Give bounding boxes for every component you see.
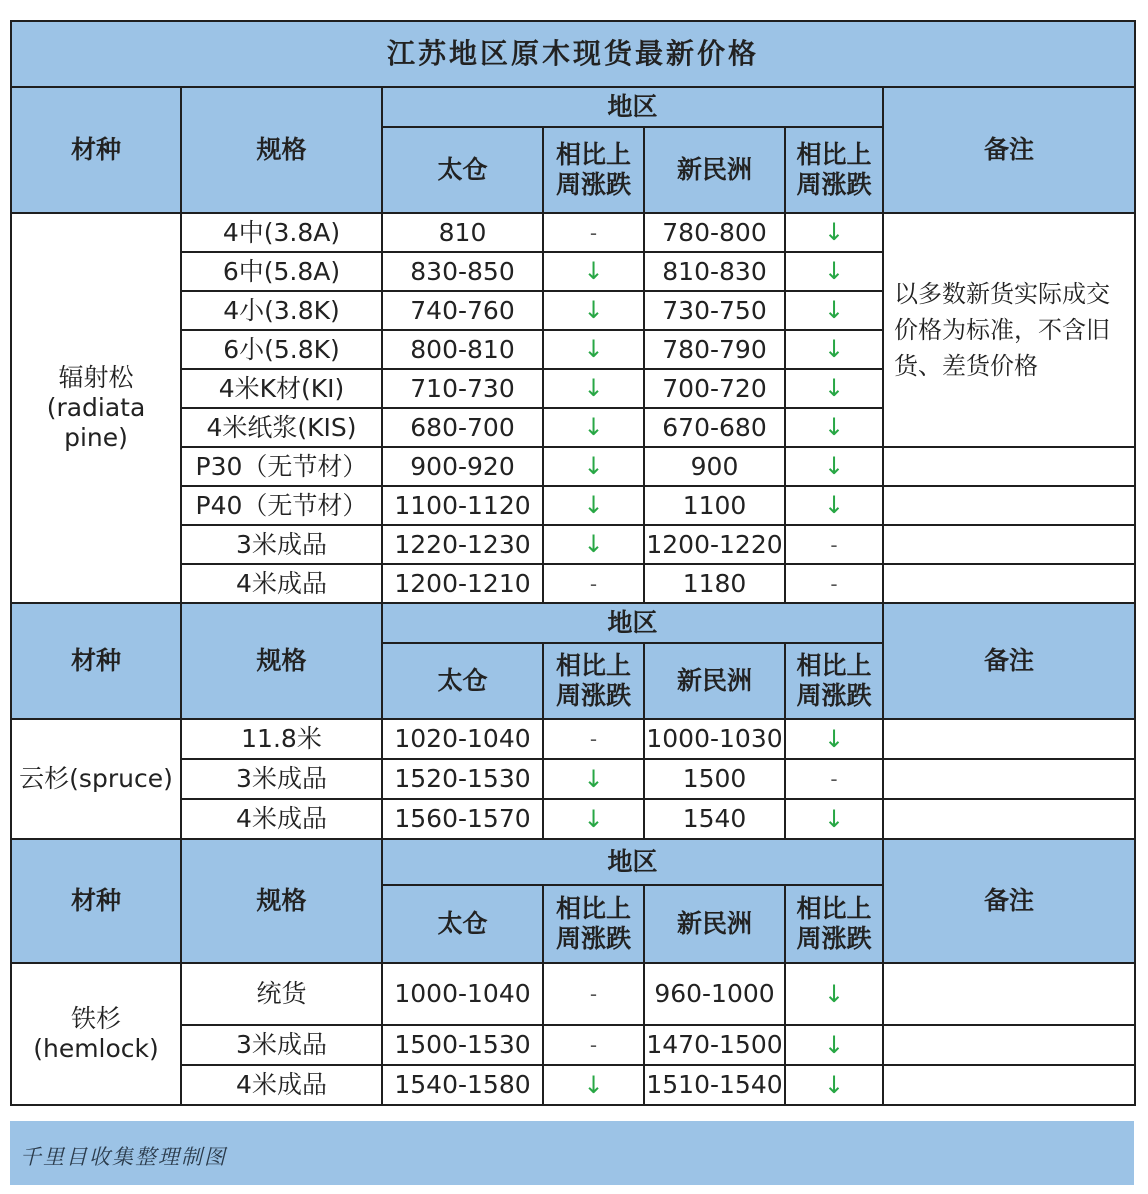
taicang-change: - [543,564,644,603]
header-species: 材种 [11,603,181,719]
spec-cell: 4小(3.8K) [181,291,382,330]
taicang-price: 1200-1210 [382,564,543,603]
header-region: 地区 [382,87,883,127]
xinminzhou-price: 810-830 [644,252,785,291]
taicang-change: ↓ [543,759,644,799]
xinminzhou-price: 960-1000 [644,963,785,1025]
table-row [11,963,1135,1025]
taicang-price: 900-920 [382,447,543,486]
spec-cell: 4中(3.8A) [181,213,382,252]
remark-empty [883,799,1135,839]
spec-cell: 4米成品 [181,799,382,839]
xinminzhou-change: ↓ [785,369,883,408]
spec-cell: 4米成品 [181,564,382,603]
xinminzhou-price: 780-790 [644,330,785,369]
xinminzhou-change: - [785,759,883,799]
xinminzhou-change: ↓ [785,213,883,252]
remark-empty [883,525,1135,564]
price-table-frame [10,20,1134,1106]
spec-cell: P30（无节材） [181,447,382,486]
taicang-change: ↓ [543,486,644,525]
taicang-price: 830-850 [382,252,543,291]
spec-cell: 11.8米 [181,719,382,759]
header-region: 地区 [382,839,883,885]
taicang-change: ↓ [543,330,644,369]
footer-credit: 千里目收集整理制图 [20,1145,227,1169]
taicang-price: 680-700 [382,408,543,447]
taicang-change: ↓ [543,252,644,291]
taicang-change: - [543,719,644,759]
taicang-change: ↓ [543,1065,644,1105]
header-xinminzhou-change: 相比上周涨跌 [785,643,883,719]
taicang-change: - [543,213,644,252]
spec-cell: 3米成品 [181,525,382,564]
footer-bar [10,1121,1134,1185]
table-row [11,213,1135,252]
taicang-change: ↓ [543,447,644,486]
taicang-price: 800-810 [382,330,543,369]
taicang-change: ↓ [543,369,644,408]
xinminzhou-price: 670-680 [644,408,785,447]
xinminzhou-price: 1540 [644,799,785,839]
remark-empty [883,1025,1135,1065]
taicang-change: ↓ [543,291,644,330]
spec-cell: 3米成品 [181,759,382,799]
xinminzhou-price: 1000-1030 [644,719,785,759]
spec-cell: 4米K材(KI) [181,369,382,408]
taicang-price: 1540-1580 [382,1065,543,1105]
spec-cell: 3米成品 [181,1025,382,1065]
xinminzhou-change: ↓ [785,963,883,1025]
xinminzhou-change: ↓ [785,719,883,759]
spec-cell: P40（无节材） [181,486,382,525]
remark-empty [883,719,1135,759]
taicang-price: 810 [382,213,543,252]
taicang-price: 1000-1040 [382,963,543,1025]
header-species: 材种 [11,839,181,963]
taicang-price: 1020-1040 [382,719,543,759]
remark-cell: 以多数新货实际成交价格为标准，不含旧货、差货价格 [883,213,1135,447]
species-cell: 云杉(spruce) [11,719,181,839]
spec-cell: 统货 [181,963,382,1025]
species-cell: 铁杉(hemlock) [11,963,181,1105]
remark-empty [883,963,1135,1025]
taicang-change: ↓ [543,408,644,447]
xinminzhou-price: 1510-1540 [644,1065,785,1105]
taicang-price: 710-730 [382,369,543,408]
xinminzhou-change: - [785,564,883,603]
header-remark: 备注 [883,839,1135,963]
xinminzhou-change: ↓ [785,408,883,447]
header-remark: 备注 [883,603,1135,719]
xinminzhou-price: 730-750 [644,291,785,330]
xinminzhou-change: ↓ [785,330,883,369]
taicang-price: 1500-1530 [382,1025,543,1065]
header-spec: 规格 [181,603,382,719]
species-cell: 辐射松(radiata pine) [11,213,181,603]
xinminzhou-price: 1180 [644,564,785,603]
header-xinminzhou: 新民洲 [644,885,785,963]
remark-empty [883,759,1135,799]
xinminzhou-price: 700-720 [644,369,785,408]
price-table [10,20,1136,1106]
xinminzhou-price: 1200-1220 [644,525,785,564]
taicang-change: - [543,963,644,1025]
spec-cell: 6中(5.8A) [181,252,382,291]
xinminzhou-change: ↓ [785,291,883,330]
header-taicang-change: 相比上周涨跌 [543,885,644,963]
xinminzhou-change: ↓ [785,799,883,839]
taicang-change: ↓ [543,525,644,564]
xinminzhou-change: ↓ [785,447,883,486]
header-taicang: 太仓 [382,885,543,963]
spec-cell: 6小(5.8K) [181,330,382,369]
xinminzhou-price: 780-800 [644,213,785,252]
remark-empty [883,486,1135,525]
header-spec: 规格 [181,87,382,213]
header-taicang: 太仓 [382,643,543,719]
taicang-change: ↓ [543,799,644,839]
xinminzhou-price: 1100 [644,486,785,525]
table-title: 江苏地区原木现货最新价格 [11,21,1135,87]
header-xinminzhou-change: 相比上周涨跌 [785,127,883,213]
taicang-price: 1560-1570 [382,799,543,839]
header-taicang-change: 相比上周涨跌 [543,643,644,719]
header-region: 地区 [382,603,883,643]
remark-empty [883,1065,1135,1105]
remark-empty [883,447,1135,486]
taicang-change: - [543,1025,644,1065]
xinminzhou-price: 900 [644,447,785,486]
xinminzhou-change: ↓ [785,1025,883,1065]
xinminzhou-price: 1500 [644,759,785,799]
xinminzhou-change: ↓ [785,1065,883,1105]
taicang-price: 1520-1530 [382,759,543,799]
header-species: 材种 [11,87,181,213]
remark-empty [883,564,1135,603]
taicang-price: 1220-1230 [382,525,543,564]
spec-cell: 4米成品 [181,1065,382,1105]
spec-cell: 4米纸浆(KIS) [181,408,382,447]
header-xinminzhou-change: 相比上周涨跌 [785,885,883,963]
xinminzhou-change: ↓ [785,252,883,291]
taicang-price: 740-760 [382,291,543,330]
taicang-price: 1100-1120 [382,486,543,525]
header-taicang-change: 相比上周涨跌 [543,127,644,213]
xinminzhou-change: - [785,525,883,564]
xinminzhou-price: 1470-1500 [644,1025,785,1065]
header-taicang: 太仓 [382,127,543,213]
table-row [11,719,1135,759]
header-spec: 规格 [181,839,382,963]
header-xinminzhou: 新民洲 [644,127,785,213]
header-xinminzhou: 新民洲 [644,643,785,719]
xinminzhou-change: ↓ [785,486,883,525]
header-remark: 备注 [883,87,1135,213]
